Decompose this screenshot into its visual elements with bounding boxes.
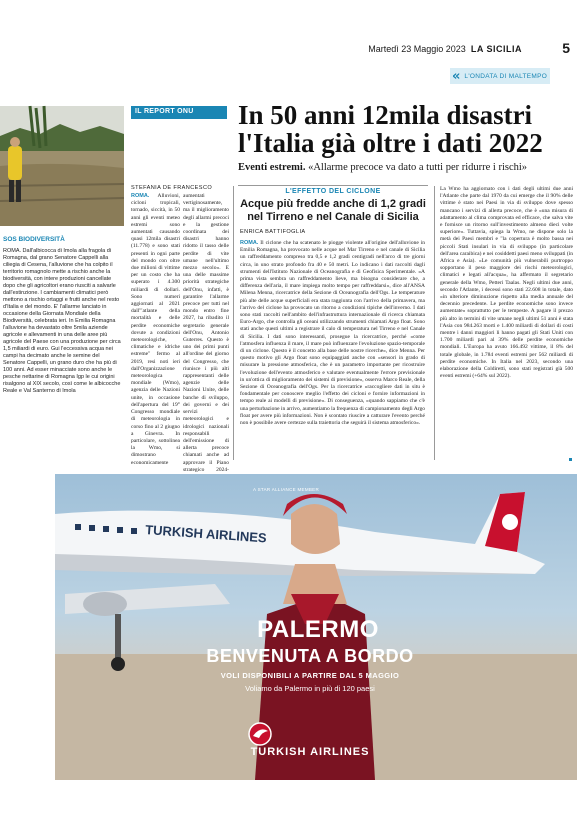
- column-divider: [434, 186, 435, 460]
- end-mark: [569, 458, 572, 461]
- flood-photo: [0, 106, 124, 226]
- plane-livery-text: TURKISH AIRLINES: [144, 522, 268, 546]
- box-title: Acque più fredde anche di 1,2 gradi nel Tirreno e nel Canale di Sicilia: [240, 198, 426, 223]
- article-column-right: [440, 186, 573, 464]
- byline-main: STEFANIA DE FRANCESCO: [131, 185, 213, 191]
- box-article-text: [240, 240, 425, 458]
- subhead-rest: «Allarme precoce va dato a tutti per ridurre i rischi»: [305, 162, 528, 173]
- section-label: L'ONDATA DI MALTEMPO: [464, 72, 548, 80]
- subhead-bold: Eventi estremi.: [238, 162, 306, 173]
- ad-flights-date: VOLI DISPONIBILI A PARTIRE DAL 5 MAGGIO: [220, 671, 400, 680]
- box-top-rule: [238, 185, 428, 186]
- sidebar-text: ROMA. Dall'albicocca di Imola alla fragola di Romagna, dal grano Senatore Cappelli alla ciliegia di Cesena, l'alluvione che ha colpito il territorio romagnolo mette a rischio anche la biodiversità, con intere produzioni cancellate dopo che gli agricoltori erano riusciti a salvarle dall'estinzione. I cambiamenti climatici però mettono a rischio ortaggi e frutti anche nel resto d'Italia e del mondo. E' l'allarme lanciato in occasione della Giornata Mondiale della Biodiversità, celebrata ieri. In Emilia Romagna l'alluvione ha devastato oltre 5mila aziende agricole e allevamenti in una delle aree più agricole del Paese con una produzione per circa 1,5 miliardi di euro. Gui l'eccessiva acqua nei campi ha decimato anche le semine del Senatore Cappelli, un grano duro che ha più di 100 anni. Ad esser minacciate sono anche le pesche nettarine di Romagna Igp le cui origini risalgono al XIX secolo, così come le albicocche Reale e Val Santerno di Imola: [3, 248, 121, 394]
- page-number: 5: [562, 40, 570, 56]
- box-text: Il ciclone che ha scatenato le piogge violente all'origine dell'alluvione in Emilia Romagna, ha provocato nelle acque nel Mar Tirreno e nel canale di Sicilia un raffreddamento compreso tra 0,5 e 1,2 gradi centigradi nell'arco di tre giorni circa, in uno strato profondo fra 40 e 50 metri. Lo indicano i dati raccolti dagli strumenti dell'Istituto Nazionale di Oceanografia e di Geofisica Sperimentale. «A prima vista sembra un raffreddamento lieve, ma bisogna considerare che, a differenza dell'aria, il mare impiega molto tempo per raffreddarsi», dice all'ANSA Milena Menna, ricercatrice della Sezione di Oceanografia dell'Ogs. Le temperature più alte delle acque superficiali era stata raggiunta con l'arrivo della primavera, ma l'arrivo del ciclone ha provocato un ritorno a condizioni tipiche dell'inverno. I dati sono stati raccolti nell'ambito dell'infrastruttura internazionale di ricerca chiamata Euro-Argo, che controlla gli oceani utilizzando strumenti chiamati Argo float. Sono stati anche questi ultimi a registrare il calo di temperatura nel Tirreno e nel Canale di Sicilia. I dati sono interessanti, prosegue la ricercatrice, perché «come l'atmosfera influenza il mare, il mare può influenzare l'evoluzione spazio-temporale di un ciclone. Questo è il concetto alla base delle nostre ricerche», dice Menna. Per questo motivo gli Argo float sono equipaggiati anche con «sensori in grado di misurare la pressione atmosferica, che è un parametro importante per ricostruire l'evoluzione dell'evento atmosferico e valutare eventualmente l'errore previsionale in un'ottica di miglioramento dei sistemi di previsione», osserva Marco Reale, della Sezione di Oceanografia dell'Ogs. Per la ricercatrice «raccogliere dati in situ è fondamentale per conoscere meglio l'effetto dei cicloni e fornire informazioni in tempo reale ai modelli di previsione». Di conseguenza, «quando sappiamo che c'è una perturbazione in arrivo, aumentiamo la frequenza di campionamento degli Argo float per avere più informazioni. Non è scontato riuscire a catturare l'evento perché non è possibile avere certezze sulla traiettoria che seguirà il sistema atmosferico».: [240, 240, 425, 427]
- sidebar-kicker: SOS BIODIVERSITÀ: [3, 236, 65, 243]
- report-label: IL REPORT ONU: [131, 106, 227, 119]
- article-column-2: [183, 193, 229, 473]
- flood-photo-image: [0, 106, 124, 226]
- section-banner: [450, 68, 550, 84]
- sidebar-biodiversity: [0, 106, 124, 468]
- headline: In 50 anni 12mila disastri l'Italia già oltre i dati 2022: [238, 100, 543, 158]
- box-kicker: L'EFFETTO DEL CICLONE: [285, 188, 381, 195]
- article-column-1: [131, 193, 180, 466]
- column-divider: [233, 186, 234, 460]
- ad-destinations: Voliamo da Palermo in più di 120 paesi: [245, 684, 375, 693]
- column-2-text: aumentati vertiginosamente, ma il miglioramento degli allarmi precoci e la gestione coordinata dei disastri hanno ridotto il tasso delle perdite di vite umane nell'ultimo mezzo secolo». E una delle massime priorità strategiche dell'Onu, infatti, è garantire l'allarme precoce per tutti nel mondo entro fine 2027, ha ribadito il segretario generale dell'Onu, Antonio Guterres. Questo è uno dei primi punti all'ordine del giorno del Congresso, che riunisce i più alti rappresentanti delle agenzie delle Nazioni Unite, delle banche di sviluppo, dei governi e dei servizi meteorologici e idrologici nazionali responsabili dell'emissione di allerta precoce chiamati anche ad approvare il Piano strategico 2024-: [183, 193, 229, 473]
- box-dateline: ROMA.: [240, 240, 259, 246]
- turkish-airlines-ad[interactable]: [55, 474, 577, 780]
- date-text: Martedì 23 Maggio 2023: [368, 44, 466, 54]
- star-alliance-badge: A STAR ALLIANCE MEMBER: [253, 487, 320, 492]
- byline-box: ENRICA BATTIFOGLIA: [240, 229, 306, 235]
- page-header: [10, 42, 570, 58]
- dateline: ROMA.: [131, 193, 150, 199]
- newspaper-name: LA SICILIA: [470, 44, 522, 54]
- subheadline: [238, 162, 573, 174]
- issue-date: [368, 44, 522, 54]
- column-1-text: Alluvioni, cicloni tropicali, tornado, siccità, in 50 anni gli eventi meteo estremi sono aumentati causando quasi 12mila disastri (11.778) e sono stati presenti in ogni parte del mondo con oltre due milioni di vittime per un costo che ha superato i 4.300 miliardi di dollari. Sono numeri aggiornati al 2021 dall'"atlante della mortalità e delle perdite economiche dovute a condizioni meteorologiche, climatiche e idriche estreme" fermo al 2019, resi noti ieri dall'Organizzazione meteorologica mondiale (Wmo), agenzia delle Nazioni unite, in occasione dell'apertura del 19° Congresso mondiale di meteorologia in corso fino al 2 giugno a Ginevra. In particolare, sottolinea la Wmo, si dimostrano economicamente: [131, 193, 180, 466]
- ad-brand-name: TURKISH AIRLINES: [250, 746, 370, 758]
- double-chevron-icon: «: [452, 68, 461, 84]
- ad-city: PALERMO: [257, 616, 379, 643]
- ad-tagline: BENVENUTA A BORDO: [206, 646, 414, 666]
- column-right-text: La Wmo ha aggiornato con i dati degli ultimi due anni l'Atlante che parte dal 1970 da cui emerge che il 90% delle vittime è stato nei Paesi in via di sviluppo dove spesso mancano i servizi di allerta precoce, che è «una misura di adattamento al clima comprovata ed efficace, che salva vite e fornisce un ritorno sull'investimento almeno dieci volte superiore». Tuttavia, spiega la Wmo, ne dispone solo la metà dei Paesi membri e "la copertura è molto bassa nei piccoli Stati insulari in via di sviluppo (in particolare dell'area caraibica) e nei cosiddetti paesi meno sviluppati (in Africa e Asia). «Le comunità più vulnerabili purtroppo sopportano il peso maggiore dei rischi meteorologici, climatici e legati all'acqua», ha affermato il segretario generale della Wmo, Petteri Taalas. Negli ultimi due anni, secondo l'Atlante, i decessi sono stati 22.608 in totale, dato «in ulteriore diminuzione rispetto alla media annuale del decennio precedente. Le perdite economiche sono invece aumentate» soprattutto per le tempeste. A pagare il prezzo più alto in termini di vite umane negli ultimi 51 anni è stata l'Asia con 984.263 morti e 1.400 miliardi di dollari di costi mentre i danni maggiori li hanno pagati gli Stati Uniti con 1.700 miliardi pari al 39% delle perdite economiche mondiali. L'Europa ha avuto 166.492 vittime, il 8% del totale globale, in 1.784 eventi estremi per 562 miliardi di perdite economiche. In Italia nel 2023, secondo una elaborazione della Coldiretti, sono stati registrati già 500 eventi estremi (+64% sul 2022).: [440, 186, 573, 380]
